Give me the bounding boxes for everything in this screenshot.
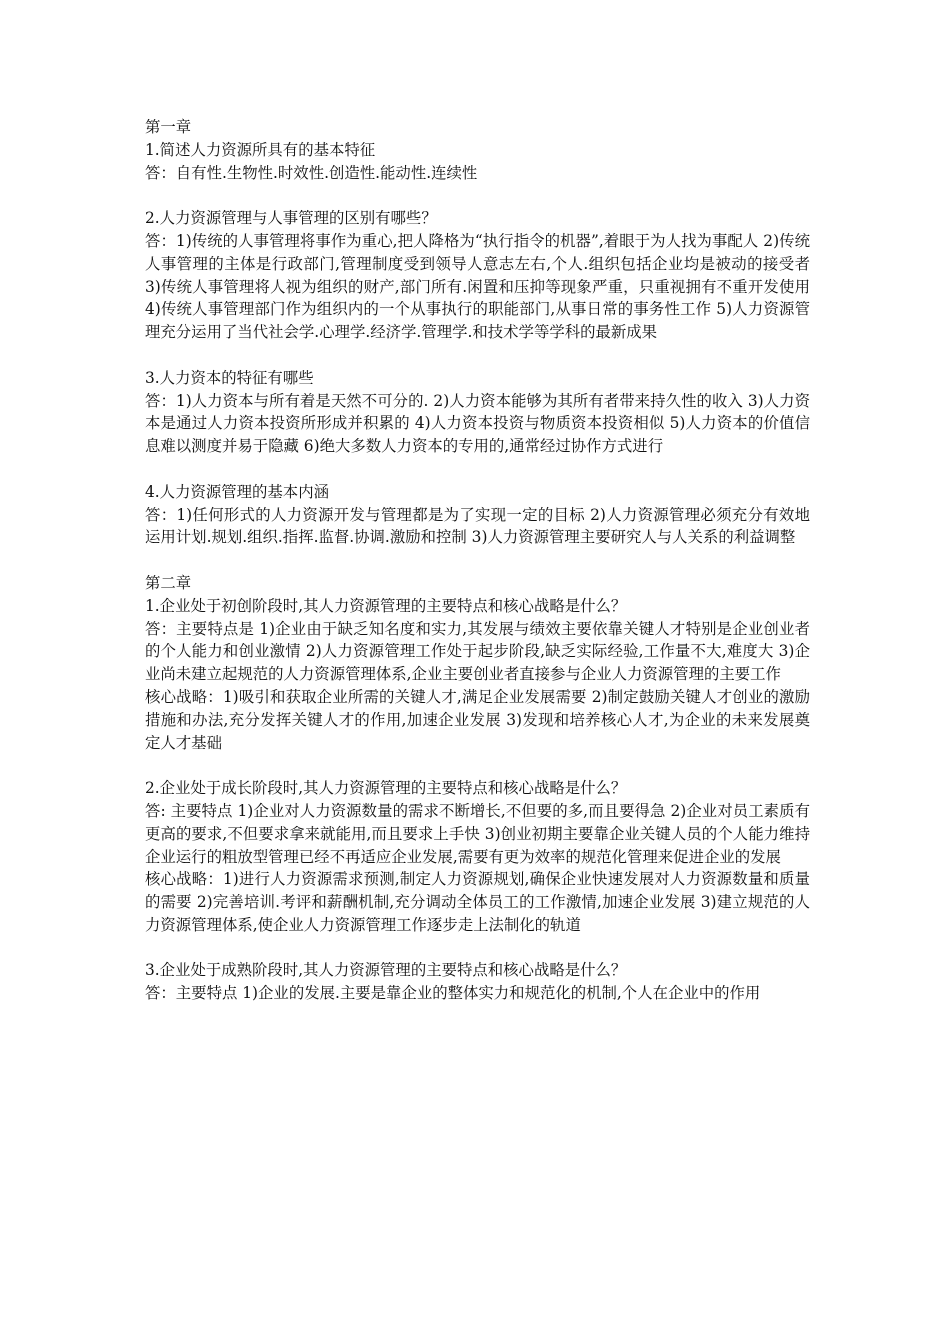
answer: 答：1)人力资本与所有着是天然不可分的. 2)人力资本能够为其所有者带来持久性的收入 3)人力资本是通过人力资本投资所形成并积累的 4)人力资本投资与物质资本投资相似 5)人力资本的价值信息难以测度并易于隐藏 6)绝大多数人力资本的专用的,通常经过协作方式进行	[145, 391, 810, 456]
question: 2.企业处于成长阶段时,其人力资源管理的主要特点和核心战略是什么？	[145, 779, 627, 798]
question: 3.企业处于成熟阶段时,其人力资源管理的主要特点和核心战略是什么？	[145, 961, 627, 980]
answer: 答：自有性.生物性.时效性.创造性.能动性.连续性	[145, 163, 478, 182]
answer: 答：1)传统的人事管理将事作为重心,把人降格为“执行指令的机器”,着眼于为人找为事配人 2)传统人事管理的主体是行政部门,管理制度受到领导人意志左右,个人.组织包括企业均是被动的接受者 3)传统人事管理将人视为组织的财产,部门所有.闲置和压抑等现象严重，只重视拥有不重开发使用 4)传统人事管理部门作为组织内的一个从事执行的职能部门,从事日常的事务性工作 5)人力资源管理充分运用了当代社会学.心理学.经济学.管理学.和技术学等学科的最新成果	[145, 231, 810, 342]
blank-line	[145, 458, 810, 481]
chapter-heading: 第二章	[145, 573, 192, 592]
blank-line	[145, 344, 810, 367]
question: 2.人力资源管理与人事管理的区别有哪些？	[145, 209, 437, 228]
answer: 答：主要特点 1)企业的发展.主要是靠企业的整体实力和规范化的机制,个人在企业中的作用	[145, 984, 761, 1003]
blank-line	[145, 184, 810, 207]
answer: 答：1)任何形式的人力资源开发与管理都是为了实现一定的目标 2)人力资源管理必须充分有效地运用计划.规划.组织.指挥.监督.协调.激励和控制 3)人力资源管理主要研究人与人关系的利益调整	[145, 505, 810, 547]
blank-line	[145, 937, 810, 960]
blank-line	[145, 754, 810, 777]
question: 3.人力资本的特征有哪些	[145, 368, 314, 387]
question: 1.简述人力资源所具有的基本特征	[145, 140, 376, 159]
core-strategy: 核心战略：1)吸引和获取企业所需的关键人才,满足企业发展需要 2)制定鼓励关键人才创业的激励措施和办法,充分发挥关键人才的作用,加速企业发展 3)发现和培养核心人才,为企业的未来发展奠定人才基础	[145, 687, 810, 752]
core-strategy: 核心战略：1)进行人力资源需求预测,制定人力资源规划,确保企业快速发展对人力资源数量和质量的需要 2)完善培训.考评和薪酬机制,充分调动全体员工的工作激情,加速企业发展 3)建立规范的人力资源管理体系,使企业人力资源管理工作逐步走上法制化的轨道	[145, 870, 810, 934]
question: 4.人力资源管理的基本内涵	[145, 482, 329, 501]
question: 1.企业处于初创阶段时,其人力资源管理的主要特点和核心战略是什么？	[145, 596, 627, 615]
blank-line	[145, 549, 810, 572]
chapter-heading: 第一章	[145, 118, 192, 136]
answer: 答: 主要特点 1)企业对人力资源数量的需求不断增长,不但要的多,而且要得急 2)企业对员工素质有更高的要求,不但要求拿来就能用,而且要求上手快 3)创业初期主要靠企业关键人员的个人能力维持企业运行的粗放型管理已经不再适应企业发展,需要有更为效率的规范化管理来促进企业的发展	[145, 801, 810, 866]
document-page	[145, 116, 810, 1005]
answer: 答：主要特点是 1)企业由于缺乏知名度和实力,其发展与绩效主要依靠关键人才特别是企业创业者的个人能力和创业激情 2)人力资源管理工作处于起步阶段,缺乏实际经验,工作量不大,难度大 3)企业尚未建立起规范的人力资源管理体系,企业主要创业者直接参与企业人力资源管理的主要工作	[145, 619, 810, 684]
